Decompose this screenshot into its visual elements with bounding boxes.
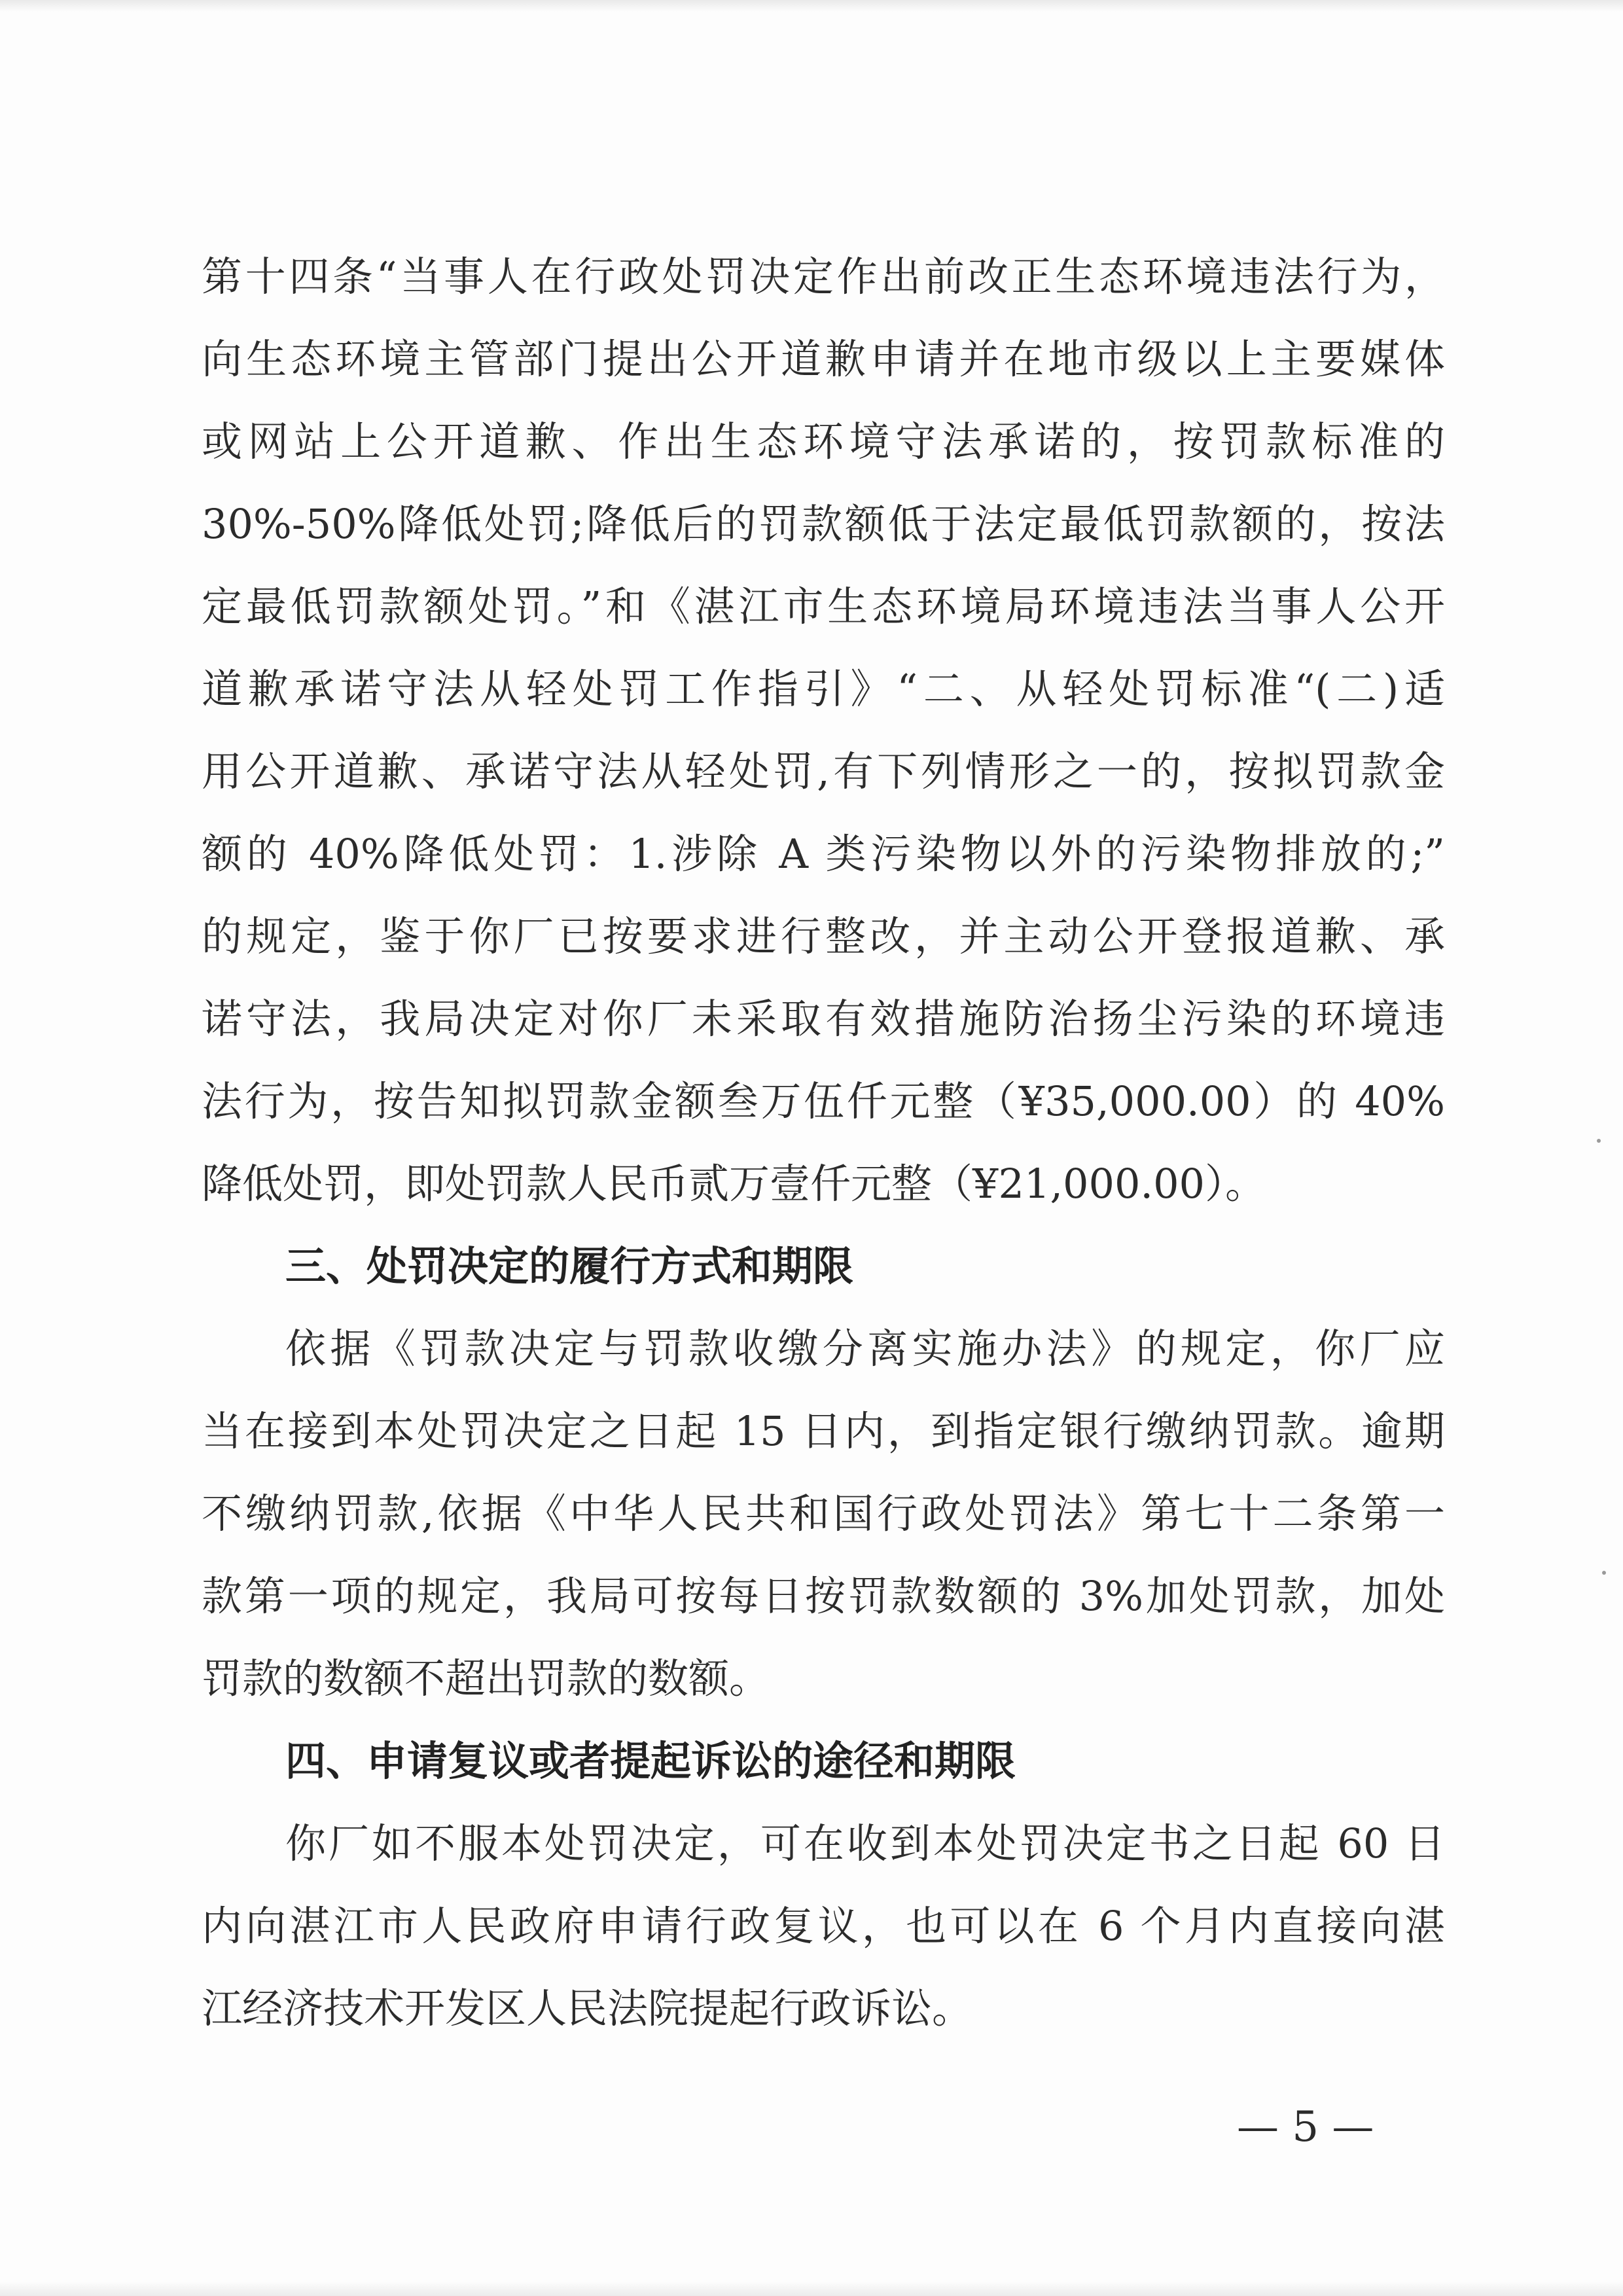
paragraph-line: 用公开道歉、承诺守法从轻处罚,有下列情形之一的，按拟罚款金: [202, 747, 1445, 795]
section-heading-4: 四、申请复议或者提起诉讼的途径和期限: [285, 1737, 1016, 1785]
section3-line: 罚款的数额不超出罚款的数额。: [202, 1655, 770, 1702]
scan-edge-top: [0, 0, 1623, 12]
document-body: [202, 236, 1445, 2050]
section3-line: 依据《罚款决定与罚款收缴分离实施办法》的规定，你厂应: [285, 1325, 1445, 1372]
section4-line: 内向湛江市人民政府申请行政复议，也可以在 6 个月内直接向湛: [202, 1902, 1445, 1950]
scan-speck: [1602, 1571, 1606, 1575]
paragraph-line: 30%-50%降低处罚;降低后的罚款额低于法定最低罚款额的，按法: [202, 500, 1445, 548]
section3-line: 当在接到本处罚决定之日起 15 日内，到指定银行缴纳罚款。逾期: [202, 1407, 1445, 1455]
paragraph-line: 定最低罚款额处罚。”和《湛江市生态环境局环境违法当事人公开: [202, 583, 1445, 630]
paragraph-line: 的规定，鉴于你厂已按要求进行整改，并主动公开登报道歉、承: [202, 912, 1445, 960]
paragraph-line: 向生态环境主管部门提出公开道歉申请并在地市级以上主要媒体: [202, 335, 1445, 383]
scan-edge-bottom: [0, 2282, 1623, 2296]
scan-speck: [1597, 1139, 1601, 1143]
section4-line: 你厂如不服本处罚决定，可在收到本处罚决定书之日起 60 日: [285, 1820, 1445, 1867]
paragraph-line: 或网站上公开道歉、作出生态环境守法承诺的，按罚款标准的: [202, 418, 1445, 465]
paragraph-line: 第十四条“当事人在行政处罚决定作出前改正生态环境违法行为，: [202, 253, 1445, 300]
paragraph-line: 额的 40%降低处罚：1.涉除 A 类污染物以外的污染物排放的;”: [202, 830, 1445, 878]
section-heading-3: 三、处罚决定的履行方式和期限: [285, 1242, 854, 1290]
section3-line: 款第一项的规定，我局可按每日按罚款数额的 3%加处罚款，加处: [202, 1572, 1445, 1620]
paragraph-line: 法行为，按告知拟罚款金额叁万伍仟元整（¥35,000.00）的 40%: [202, 1077, 1445, 1125]
paragraph-line: 诺守法，我局决定对你厂未采取有效措施防治扬尘污染的环境违: [202, 995, 1445, 1043]
paragraph-line: 降低处罚，即处罚款人民币贰万壹仟元整（¥21,000.00）。: [202, 1160, 1266, 1208]
section3-line: 不缴纳罚款,依据《中华人民共和国行政处罚法》第七十二条第一: [202, 1490, 1445, 1537]
page-number: — 5 —: [1237, 2103, 1374, 2151]
section4-line: 江经济技术开发区人民法院提起行政诉讼。: [202, 1984, 973, 2032]
paragraph-line: 道歉承诺守法从轻处罚工作指引》“二、从轻处罚标准“(二)适: [202, 665, 1445, 713]
